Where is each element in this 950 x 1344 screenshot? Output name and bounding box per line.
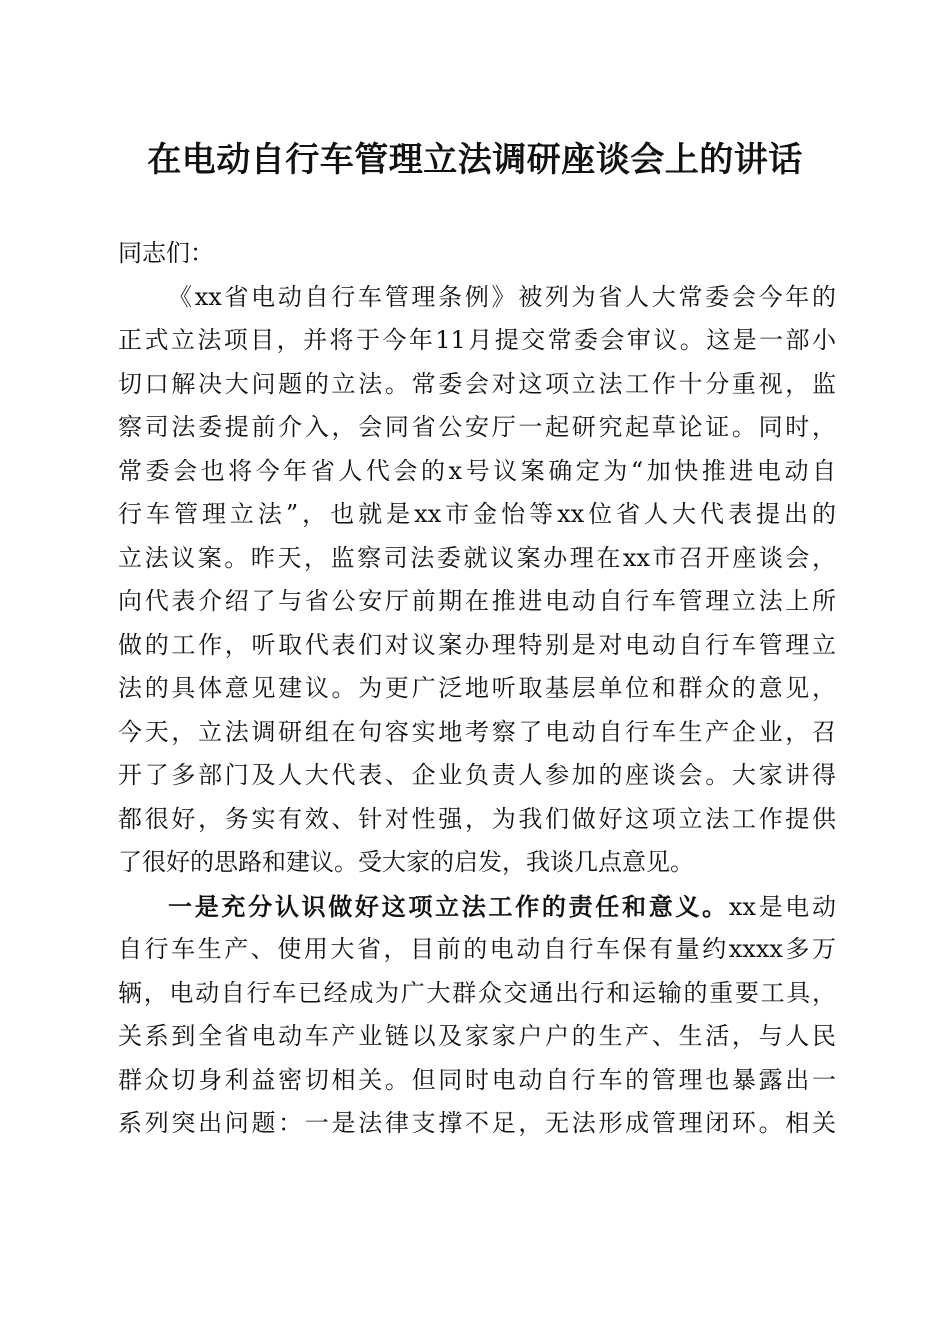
paragraph-line: 了很好的思路和建议。受大家的启发，我谈几点意见。 — [118, 848, 694, 876]
paragraph-line: 法的具体意见建议。为更广泛地听取基层单位和群众的意见， — [118, 674, 836, 702]
paragraph-line: 立法议案。昨天，监察司法委就议案办理在xx市召开座谈会， — [118, 543, 836, 572]
paragraph-line: 常委会也将今年省人代会的x号议案确定为“加快推进电动自 — [118, 456, 836, 485]
paragraph-text: xx是电动 — [728, 892, 836, 921]
paragraph-heading: 一是充分认识做好这项立法工作的责任和意义。 — [168, 891, 729, 921]
paragraph-line: 关系到全省电动车产业链以及家家户户的生产、生活，与人民 — [118, 1022, 836, 1050]
document-title: 在电动自行车管理立法调研座谈会上的讲话 — [147, 140, 803, 180]
paragraph-line: 系列突出问题：一是法律支撑不足，无法形成管理闭环。相关 — [118, 1109, 836, 1137]
paragraph-line: 正式立法项目，并将于今年11月提交常委会审议。这是一部小 — [118, 326, 836, 354]
paragraph-line: 辆，电动自行车已经成为广大群众交通出行和运输的重要工具， — [118, 978, 836, 1007]
paragraph-line: 自行车生产、使用大省，目前的电动自行车保有量约xxxx多万 — [118, 935, 836, 963]
paragraph-line: 向代表介绍了与省公安厅前期在推进电动自行车管理立法上所 — [118, 587, 836, 615]
paragraph-1 — [118, 276, 836, 885]
paragraph-line: 群众切身利益密切相关。但同时电动自行车的管理也暴露出一 — [118, 1065, 836, 1094]
paragraph-line: 做的工作，听取代表们对议案办理特别是对电动自行车管理立 — [118, 630, 836, 659]
paragraph-2 — [118, 885, 836, 1146]
paragraph-line: 都很好，务实有效、针对性强，为我们做好这项立法工作提供 — [118, 804, 836, 833]
paragraph-line: 行车管理立法”，也就是xx市金怡等xx位省人大代表提出的 — [118, 500, 836, 528]
salutation: 同志们： — [118, 239, 214, 267]
paragraph-line: 今天，立法调研组在句容实地考察了电动自行车生产企业，召 — [118, 717, 836, 746]
paragraph-line: 切口解决大问题的立法。常委会对这项立法工作十分重视，监 — [118, 369, 836, 398]
document-body — [118, 232, 836, 1146]
paragraph-line: 《xx省电动自行车管理条例》被列为省人大常委会今年的 — [168, 282, 836, 311]
paragraph-line — [118, 885, 836, 929]
paragraph-line: 察司法委提前介入，会同省公安厅一起研究起草论证。同时， — [118, 413, 836, 441]
paragraph-line: 开了多部门及人大代表、企业负责人参加的座谈会。大家讲得 — [118, 761, 836, 789]
